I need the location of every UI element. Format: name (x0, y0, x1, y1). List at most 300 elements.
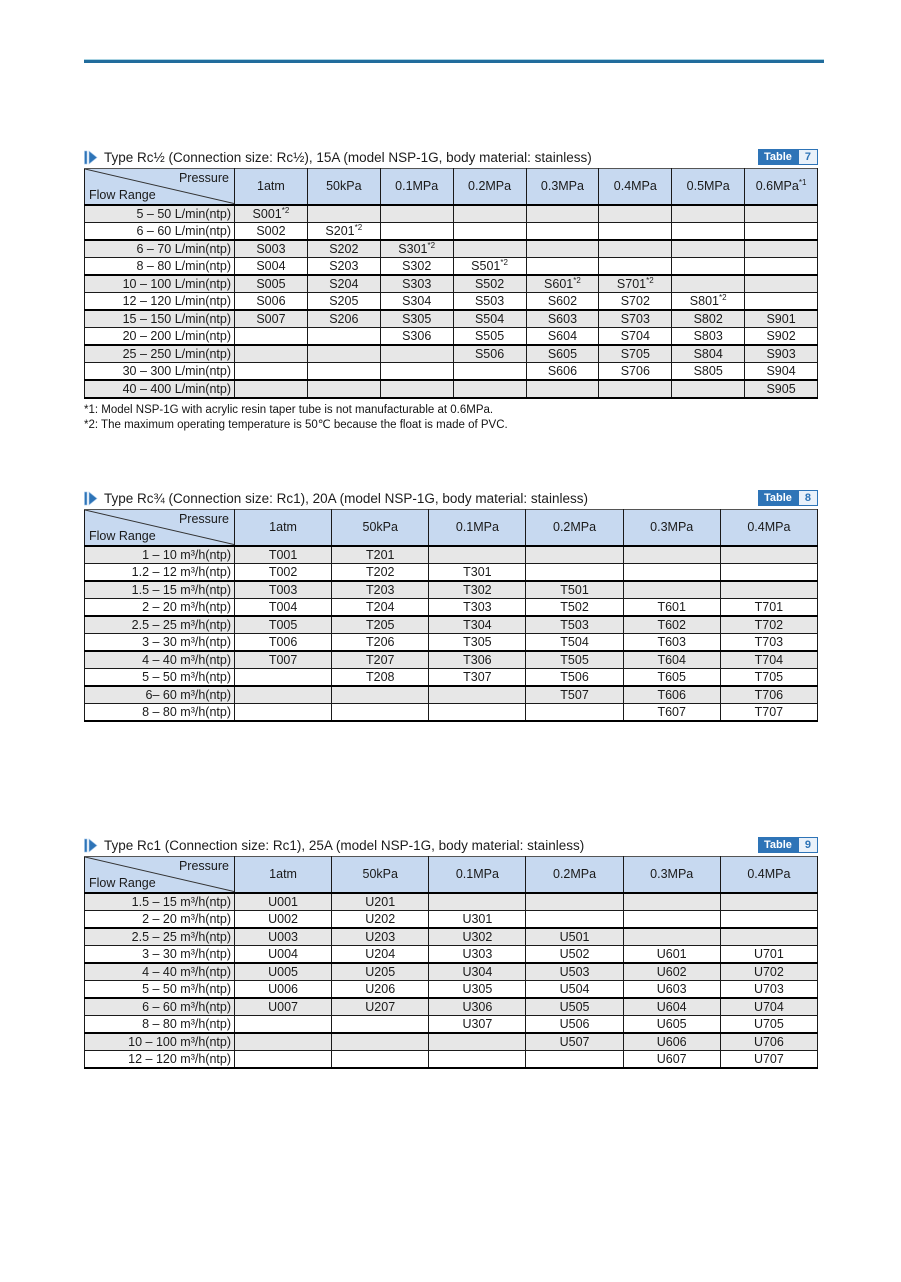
model-code-cell (745, 275, 818, 293)
model-code-cell: S706 (599, 362, 672, 380)
model-code-cell (380, 380, 453, 398)
table-row (85, 1033, 818, 1051)
model-code-cell: S606 (526, 362, 599, 380)
model-code-cell: T007 (235, 651, 332, 669)
flow-range-cell: 10 – 100 L/min(ntp) (85, 275, 235, 293)
pressure-column-header: 0.3MPa (623, 857, 720, 893)
model-code-cell (453, 362, 526, 380)
corner-label-pressure: Pressure (178, 859, 229, 873)
badge-number: 7 (799, 150, 817, 164)
model-code-cell: U704 (720, 998, 817, 1016)
model-code-cell: S801$^{*2}$ (672, 292, 745, 310)
model-code-cell (720, 910, 817, 928)
pressure-flowrange-corner-header (85, 510, 235, 546)
model-code-cell: U301 (429, 910, 526, 928)
model-code-cell (429, 703, 526, 721)
pressure-column-header: 0.5MPa (672, 169, 745, 205)
table-row (85, 380, 818, 398)
model-code-cell: U503 (526, 963, 623, 981)
model-code-cell (235, 703, 332, 721)
model-code-cell (526, 893, 623, 911)
flow-range-cell: 8 – 80 m³/h(ntp) (85, 703, 235, 721)
model-code-cell (235, 1015, 332, 1033)
pressure-column-header: 0.2MPa (453, 169, 526, 205)
model-code-cell: S602 (526, 292, 599, 310)
flow-range-cell: 6– 60 m³/h(ntp) (85, 686, 235, 704)
corner-label-flow-range: Flow Range (89, 875, 156, 890)
pressure-column-header: 0.4MPa (720, 857, 817, 893)
model-code-cell (623, 928, 720, 946)
table-7-section (84, 148, 818, 433)
model-code-cell: S302 (380, 257, 453, 275)
model-code-cell: T208 (332, 668, 429, 686)
model-code-cell: T204 (332, 598, 429, 616)
table-row (85, 893, 818, 911)
table-7-title-row (84, 148, 818, 166)
model-code-cell: T004 (235, 598, 332, 616)
model-code-cell: T703 (720, 633, 817, 651)
table-9-badge (758, 837, 818, 853)
flow-range-cell: 3 – 30 m³/h(ntp) (85, 633, 235, 651)
model-code-cell: S803 (672, 327, 745, 345)
corner-label-pressure: Pressure (178, 171, 229, 185)
model-code-cell: T601 (623, 598, 720, 616)
model-code-cell: S905 (745, 380, 818, 398)
pressure-column-header: 0.2MPa (526, 510, 623, 546)
table-row (85, 546, 818, 564)
model-code-cell: S203 (307, 257, 380, 275)
table-row (85, 910, 818, 928)
model-code-cell: S205 (307, 292, 380, 310)
model-code-cell (745, 205, 818, 223)
model-code-cell (429, 1033, 526, 1051)
model-code-cell: U304 (429, 963, 526, 981)
model-code-cell (720, 581, 817, 599)
model-code-cell (623, 893, 720, 911)
model-code-cell (453, 240, 526, 258)
model-code-cell: U505 (526, 998, 623, 1016)
pressure-column-header: 50kPa (332, 510, 429, 546)
model-code-cell: S002 (235, 222, 308, 240)
model-code-cell (429, 686, 526, 704)
model-code-cell: S503 (453, 292, 526, 310)
model-code-cell (526, 240, 599, 258)
model-code-cell: S902 (745, 327, 818, 345)
model-code-cell: U506 (526, 1015, 623, 1033)
model-code-cell (429, 546, 526, 564)
model-code-cell: T603 (623, 633, 720, 651)
model-code-cell: U501 (526, 928, 623, 946)
table-row (85, 686, 818, 704)
table-7-footnotes (84, 403, 818, 433)
table-9-title: Type Rc1 (Connection size: Rc1), 25A (model NSP-1G, body material: stainless) (104, 837, 585, 853)
model-code-cell: U705 (720, 1015, 817, 1033)
model-code-cell: T005 (235, 616, 332, 634)
model-code-cell: T504 (526, 633, 623, 651)
model-code-cell: T507 (526, 686, 623, 704)
model-code-cell (720, 546, 817, 564)
corner-label-flow-range: Flow Range (89, 528, 156, 543)
flow-range-cell: 5 – 50 m³/h(ntp) (85, 980, 235, 998)
flow-range-cell: 40 – 400 L/min(ntp) (85, 380, 235, 398)
model-code-cell: S506 (453, 345, 526, 363)
model-code-cell: T202 (332, 563, 429, 581)
model-code-cell: T305 (429, 633, 526, 651)
model-code-cell: S705 (599, 345, 672, 363)
model-code-cell: T304 (429, 616, 526, 634)
table-row (85, 310, 818, 328)
model-code-cell (720, 563, 817, 581)
table-8-title: Type Rc¾ (Connection size: Rc1), 20A (model NSP-1G, body material: stainless) (104, 490, 588, 506)
model-code-cell: U005 (235, 963, 332, 981)
model-code-cell (235, 1050, 332, 1068)
footnote-1: *1: Model NSP-1G with acrylic resin taper tube is not manufacturable at 0.6MPa. (84, 403, 494, 416)
model-code-cell: S903 (745, 345, 818, 363)
model-code-cell: U607 (623, 1050, 720, 1068)
table-row (85, 345, 818, 363)
table-row (85, 257, 818, 275)
model-code-cell: T306 (429, 651, 526, 669)
model-code-cell (526, 546, 623, 564)
model-code-cell: S202 (307, 240, 380, 258)
model-code-cell: T506 (526, 668, 623, 686)
model-code-cell: U203 (332, 928, 429, 946)
model-code-cell: S301$^{*2}$ (380, 240, 453, 258)
model-code-cell: S006 (235, 292, 308, 310)
table-row (85, 668, 818, 686)
model-code-cell: U703 (720, 980, 817, 998)
flow-range-cell: 4 – 40 m³/h(ntp) (85, 963, 235, 981)
model-code-cell (380, 362, 453, 380)
model-code-cell (720, 928, 817, 946)
model-code-cell: T206 (332, 633, 429, 651)
model-code-cell: T604 (623, 651, 720, 669)
model-code-cell (307, 362, 380, 380)
model-code-cell: U502 (526, 945, 623, 963)
model-code-cell (672, 380, 745, 398)
model-code-cell: U205 (332, 963, 429, 981)
model-code-cell (745, 292, 818, 310)
section-marker-icon (84, 838, 99, 853)
table-9-section (84, 836, 818, 1069)
table-9-title-row (84, 836, 818, 854)
model-code-cell (599, 240, 672, 258)
table-row (85, 240, 818, 258)
model-code-cell: T701 (720, 598, 817, 616)
model-code-cell (526, 380, 599, 398)
flow-range-cell: 30 – 300 L/min(ntp) (85, 362, 235, 380)
model-code-cell (235, 668, 332, 686)
model-code-cell: U702 (720, 963, 817, 981)
model-code-cell: T003 (235, 581, 332, 599)
pressure-column-header: 0.1MPa (429, 857, 526, 893)
model-code-cell: T605 (623, 668, 720, 686)
model-code-cell (453, 380, 526, 398)
model-code-cell (526, 222, 599, 240)
flow-range-cell: 10 – 100 m³/h(ntp) (85, 1033, 235, 1051)
model-code-cell (332, 1015, 429, 1033)
model-code-cell (332, 686, 429, 704)
badge-label: Table (763, 151, 792, 163)
model-code-cell: U201 (332, 893, 429, 911)
model-code-cell: T203 (332, 581, 429, 599)
model-code-cell (745, 222, 818, 240)
model-code-cell: T302 (429, 581, 526, 599)
model-code-cell: S201$^{*2}$ (307, 222, 380, 240)
table-8-title-row (84, 489, 818, 507)
model-code-cell: S703 (599, 310, 672, 328)
flow-range-cell: 6 – 60 m³/h(ntp) (85, 998, 235, 1016)
model-code-cell: S704 (599, 327, 672, 345)
model-code-cell: U504 (526, 980, 623, 998)
flow-range-cell: 8 – 80 L/min(ntp) (85, 257, 235, 275)
model-code-cell (332, 1033, 429, 1051)
table-row (85, 998, 818, 1016)
model-code-cell: T607 (623, 703, 720, 721)
model-code-cell (526, 1050, 623, 1068)
model-code-cell: T006 (235, 633, 332, 651)
section-marker-icon (84, 491, 99, 506)
model-code-cell: U601 (623, 945, 720, 963)
model-code-cell: U306 (429, 998, 526, 1016)
model-code-cell: U507 (526, 1033, 623, 1051)
model-code-cell (235, 686, 332, 704)
table-row (85, 327, 818, 345)
model-code-cell (623, 563, 720, 581)
pressure-column-header: 1atm (235, 169, 308, 205)
model-code-cell: U003 (235, 928, 332, 946)
model-code-cell (235, 380, 308, 398)
model-code-cell: S306 (380, 327, 453, 345)
pressure-column-header: 0.4MPa (720, 510, 817, 546)
model-code-cell: T704 (720, 651, 817, 669)
flow-range-cell: 12 – 120 L/min(ntp) (85, 292, 235, 310)
model-code-cell: U307 (429, 1015, 526, 1033)
flow-range-cell: 5 – 50 m³/h(ntp) (85, 668, 235, 686)
model-code-cell: S007 (235, 310, 308, 328)
flow-range-cell: 6 – 60 L/min(ntp) (85, 222, 235, 240)
flow-range-cell: 2.5 – 25 m³/h(ntp) (85, 616, 235, 634)
table-row (85, 362, 818, 380)
flow-range-cell: 2 – 20 m³/h(ntp) (85, 598, 235, 616)
model-code-cell (623, 546, 720, 564)
model-code-cell (599, 257, 672, 275)
table-8-badge (758, 490, 818, 506)
model-code-cell: U207 (332, 998, 429, 1016)
table-row (85, 1015, 818, 1033)
table-7-title: Type Rc½ (Connection size: Rc½), 15A (model NSP-1G, body material: stainless) (104, 149, 592, 165)
pressure-column-header: 0.4MPa (599, 169, 672, 205)
model-code-cell: S305 (380, 310, 453, 328)
flow-range-cell: 12 – 120 m³/h(ntp) (85, 1050, 235, 1068)
model-code-cell: T205 (332, 616, 429, 634)
flow-range-cell: 2.5 – 25 m³/h(ntp) (85, 928, 235, 946)
model-code-cell (307, 327, 380, 345)
table-row (85, 581, 818, 599)
model-code-cell (332, 1050, 429, 1068)
table-row (85, 563, 818, 581)
model-code-cell (526, 257, 599, 275)
model-code-cell: T501 (526, 581, 623, 599)
badge-number: 9 (799, 838, 817, 852)
model-code-cell: S702 (599, 292, 672, 310)
model-code-cell: T301 (429, 563, 526, 581)
model-code-cell (453, 222, 526, 240)
model-code-cell: S003 (235, 240, 308, 258)
model-code-cell: T503 (526, 616, 623, 634)
model-code-cell (526, 703, 623, 721)
pressure-column-header: 1atm (235, 857, 332, 893)
pressure-flowrange-corner-header (85, 169, 235, 205)
page-top-rule (84, 59, 824, 63)
pressure-column-header: 50kPa (332, 857, 429, 893)
model-code-cell (720, 893, 817, 911)
model-code-cell: T505 (526, 651, 623, 669)
model-code-cell: S505 (453, 327, 526, 345)
model-code-cell (380, 345, 453, 363)
model-code-cell (429, 1050, 526, 1068)
table-7-badge (758, 149, 818, 165)
table-row (85, 651, 818, 669)
model-code-cell: T602 (623, 616, 720, 634)
model-code-cell (599, 222, 672, 240)
table-row (85, 222, 818, 240)
model-code-cell: T207 (332, 651, 429, 669)
flow-range-cell: 6 – 70 L/min(ntp) (85, 240, 235, 258)
model-code-cell (599, 380, 672, 398)
model-code-cell: S601$^{*2}$ (526, 275, 599, 293)
flow-range-cell: 2 – 20 m³/h(ntp) (85, 910, 235, 928)
model-selection-table-rc-one (84, 856, 818, 1069)
model-code-cell (672, 222, 745, 240)
model-code-cell: S603 (526, 310, 599, 328)
badge-number: 8 (799, 491, 817, 505)
model-code-cell: T502 (526, 598, 623, 616)
model-code-cell (526, 205, 599, 223)
table-row (85, 928, 818, 946)
model-code-cell: U707 (720, 1050, 817, 1068)
corner-label-pressure: Pressure (178, 512, 229, 526)
model-code-cell: S701$^{*2}$ (599, 275, 672, 293)
table-row (85, 963, 818, 981)
model-code-cell: T702 (720, 616, 817, 634)
model-code-cell: S303 (380, 275, 453, 293)
flow-range-cell: 1.2 – 12 m³/h(ntp) (85, 563, 235, 581)
model-code-cell (235, 1033, 332, 1051)
model-code-cell: S802 (672, 310, 745, 328)
badge-label: Table (763, 839, 792, 851)
corner-label-flow-range: Flow Range (89, 187, 156, 202)
flow-range-cell: 5 – 50 L/min(ntp) (85, 205, 235, 223)
model-code-cell: S502 (453, 275, 526, 293)
model-code-cell: S206 (307, 310, 380, 328)
table-row (85, 1050, 818, 1068)
model-code-cell: T707 (720, 703, 817, 721)
model-code-cell: T001 (235, 546, 332, 564)
model-code-cell: S304 (380, 292, 453, 310)
pressure-column-header: 1atm (235, 510, 332, 546)
model-code-cell: S204 (307, 275, 380, 293)
model-selection-table-rc-half (84, 168, 818, 399)
model-code-cell (429, 893, 526, 911)
model-code-cell (332, 703, 429, 721)
flow-range-cell: 4 – 40 m³/h(ntp) (85, 651, 235, 669)
pressure-column-header: 0.2MPa (526, 857, 623, 893)
model-code-cell (380, 205, 453, 223)
model-code-cell: S605 (526, 345, 599, 363)
model-selection-table-rc-threequarter (84, 509, 818, 722)
model-code-cell: U206 (332, 980, 429, 998)
model-code-cell (672, 275, 745, 293)
flow-range-cell: 8 – 80 m³/h(ntp) (85, 1015, 235, 1033)
model-code-cell (672, 257, 745, 275)
model-code-cell: T307 (429, 668, 526, 686)
model-code-cell: U001 (235, 893, 332, 911)
model-code-cell: S004 (235, 257, 308, 275)
model-code-cell (235, 345, 308, 363)
model-code-cell (453, 205, 526, 223)
table-row (85, 616, 818, 634)
table-row (85, 980, 818, 998)
model-code-cell: T201 (332, 546, 429, 564)
model-code-cell: S804 (672, 345, 745, 363)
model-code-cell: U604 (623, 998, 720, 1016)
model-code-cell: T002 (235, 563, 332, 581)
model-code-cell (235, 327, 308, 345)
flow-range-cell: 1.5 – 15 m³/h(ntp) (85, 581, 235, 599)
table-8-section (84, 489, 818, 722)
flow-range-cell: 3 – 30 m³/h(ntp) (85, 945, 235, 963)
model-code-cell: U006 (235, 980, 332, 998)
model-code-cell: T706 (720, 686, 817, 704)
model-code-cell (526, 910, 623, 928)
model-code-cell: S501$^{*2}$ (453, 257, 526, 275)
model-code-cell: U701 (720, 945, 817, 963)
model-code-cell: U305 (429, 980, 526, 998)
model-code-cell: S001$^{*2}$ (235, 205, 308, 223)
table-row (85, 598, 818, 616)
flow-range-cell: 1.5 – 15 m³/h(ntp) (85, 893, 235, 911)
flow-range-cell: 1 – 10 m³/h(ntp) (85, 546, 235, 564)
model-code-cell: S005 (235, 275, 308, 293)
pressure-column-header: 50kPa (307, 169, 380, 205)
model-code-cell (745, 240, 818, 258)
model-code-cell: U706 (720, 1033, 817, 1051)
model-code-cell (745, 257, 818, 275)
model-code-cell (672, 205, 745, 223)
footnote-2: *2: The maximum operating temperature is 50℃ because the float is made of PVC. (84, 418, 508, 431)
model-code-cell: S504 (453, 310, 526, 328)
model-code-cell: S805 (672, 362, 745, 380)
model-code-cell: T606 (623, 686, 720, 704)
model-code-cell: S901 (745, 310, 818, 328)
pressure-column-header: 0.1MPa (380, 169, 453, 205)
model-code-cell: T303 (429, 598, 526, 616)
model-code-cell: U605 (623, 1015, 720, 1033)
flow-range-cell: 20 – 200 L/min(ntp) (85, 327, 235, 345)
model-code-cell (307, 380, 380, 398)
model-code-cell (623, 581, 720, 599)
model-code-cell (526, 563, 623, 581)
model-code-cell (380, 222, 453, 240)
pressure-column-header: 0.6MPa$^{*1}$ (745, 169, 818, 205)
model-code-cell: U007 (235, 998, 332, 1016)
model-code-cell: U303 (429, 945, 526, 963)
flow-range-cell: 25 – 250 L/min(ntp) (85, 345, 235, 363)
model-code-cell (672, 240, 745, 258)
model-code-cell: U202 (332, 910, 429, 928)
flow-range-cell: 15 – 150 L/min(ntp) (85, 310, 235, 328)
